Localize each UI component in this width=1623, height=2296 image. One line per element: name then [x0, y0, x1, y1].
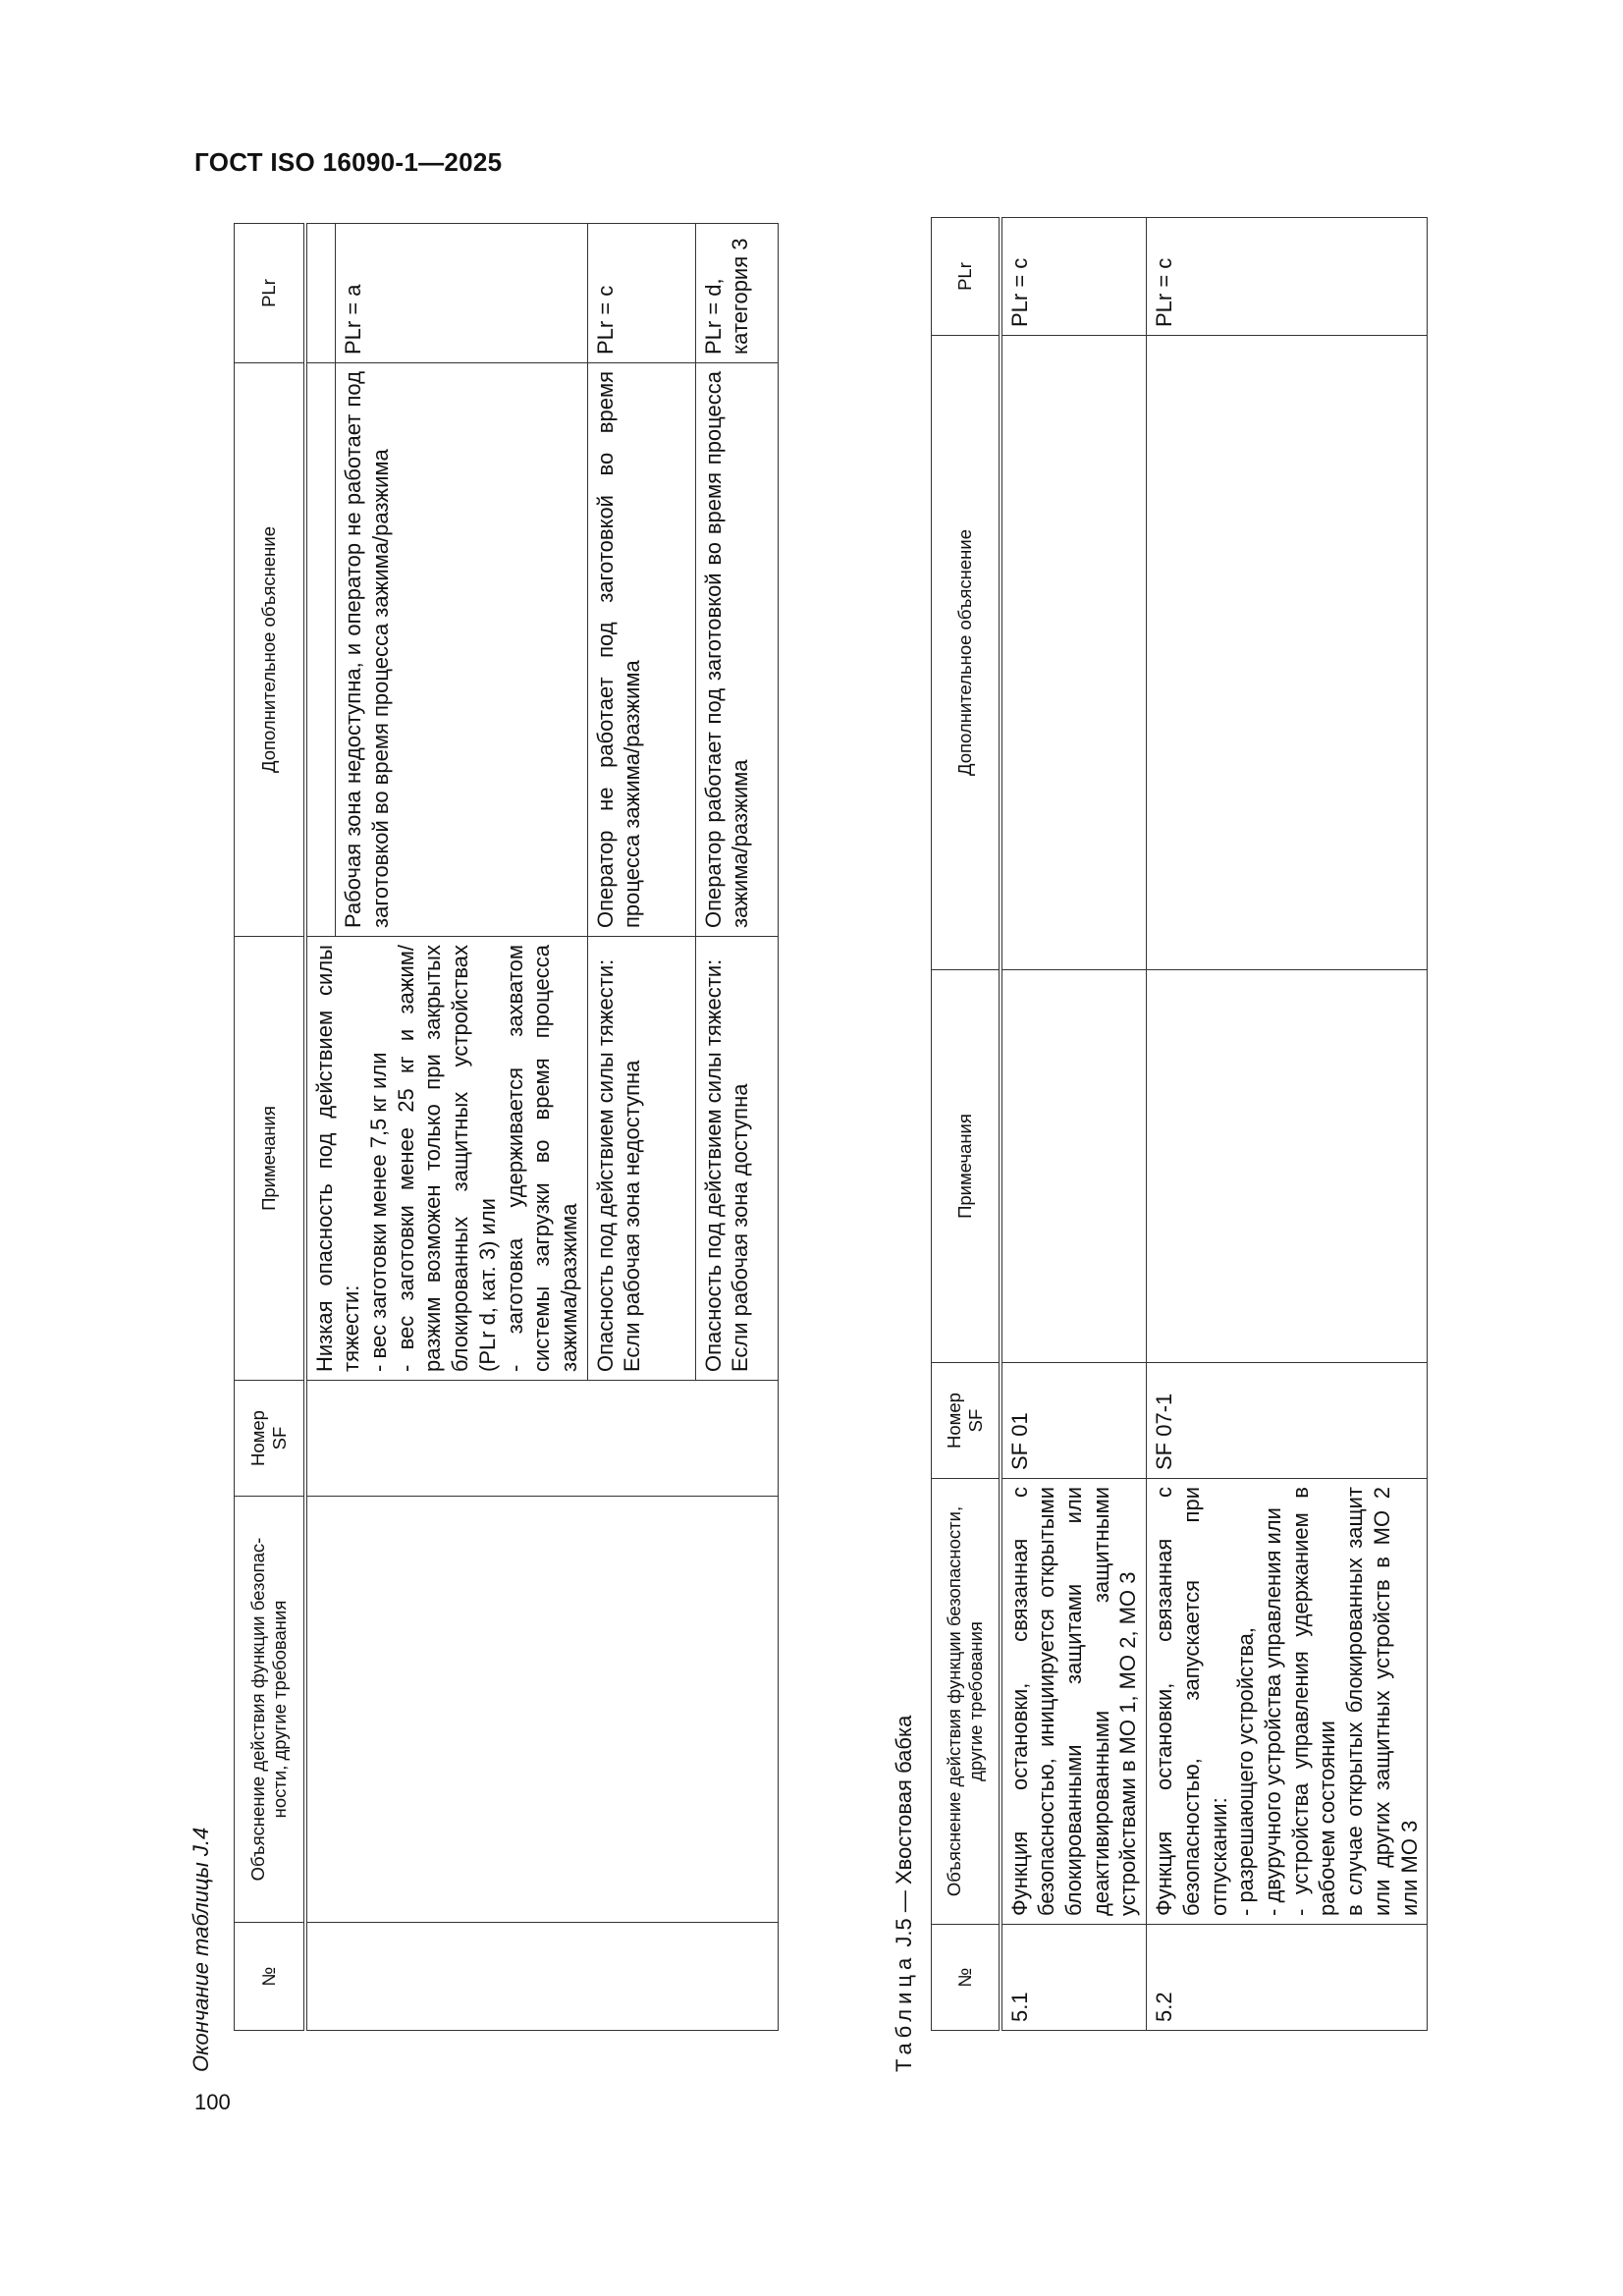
cell-additional: Оператор не работает под заготовкой во время процесса зажима/разжима: [587, 363, 695, 937]
cell-explanation: Функция остановки, связанная с безопасностью, запускается при отпускании: - разрешающего устройства, - двуручного устройства управления или - устройства управления удержанием в рабочем состоянии в случае открытых блокированных защит или других защитных устройств в МО 2 или МО 3: [1147, 1479, 1428, 1925]
table-j4-end: [234, 223, 779, 2031]
cell-additional: Рабочая зона недоступна, и оператор не работает под заготовкой во время процесса зажима/разжима: [336, 363, 587, 937]
cell-notes: Опасность под действием силы тяжести: Если рабочая зона доступна: [695, 937, 778, 1381]
col-header-plr: PLr: [235, 224, 305, 363]
cell-plr: PLr = c: [1147, 218, 1428, 336]
table-header-row: [235, 224, 305, 2031]
cell-explanation: [305, 1497, 779, 1923]
cell-no: [305, 1923, 779, 2031]
col-header-explanation: Объяснение действия функции безопас- ности, другие требования: [235, 1497, 305, 1923]
col-header-no: №: [932, 1925, 1001, 2031]
cell-no: 5.2: [1147, 1925, 1428, 2031]
cell-additional: [1001, 336, 1147, 970]
cell-plr: PLr = c: [587, 224, 695, 363]
col-header-notes: Примечания: [235, 937, 305, 1381]
col-header-no: №: [235, 1923, 305, 2031]
table-row: [1147, 218, 1428, 2031]
cell-plr: PLr = c: [1001, 218, 1147, 336]
cell-additional: [305, 363, 336, 937]
document-header: ГОСТ ISO 16090-1—2025: [194, 147, 503, 177]
table-row: [1001, 218, 1147, 2031]
page-number: 100: [194, 2090, 231, 2114]
cell-explanation: Функция остановки, связанная с безопасностью, инициируется открытыми блокированными защитами или деактивированными защитными устройствами в МО 1, МО 2, МО 3: [1001, 1479, 1147, 1925]
table-continuation-caption: Окончание таблицы J.4: [189, 1827, 213, 2072]
cell-plr: [305, 224, 336, 363]
cell-sf: SF 01: [1001, 1363, 1147, 1479]
table-caption-text: J.5 — Хвостовая бабка: [892, 1715, 916, 1947]
col-header-additional: Дополнительное объяснение: [932, 336, 1001, 970]
rotated-content: [189, 177, 1432, 2072]
cell-notes: [1147, 970, 1428, 1363]
col-header-explanation: Объяснение действия функции безопасности, другие требования: [932, 1479, 1001, 1925]
col-header-sf: Номер SF: [932, 1363, 1001, 1479]
cell-plr: PLr = d, категория 3: [695, 224, 778, 363]
cell-plr: PLr = a: [336, 224, 587, 363]
cell-notes: [1001, 970, 1147, 1363]
col-header-sf: Номер SF: [235, 1381, 305, 1497]
table-row: [305, 224, 336, 2031]
table-caption-label: Таблица: [892, 1952, 916, 2072]
col-header-notes: Примечания: [932, 970, 1001, 1363]
cell-notes: Низкая опасность под действием силы тяжести: - вес заготовки менее 7,5 кг или - вес заготовки менее 25 кг и зажим/разжим возможен только при закрытых блокированных защитных устройствах (PLr d, кат. 3) или - заготовка удерживается захватом системы загрузки во время процесса зажима/разжима: [305, 937, 588, 1381]
col-header-additional: Дополнительное объяснение: [235, 363, 305, 937]
cell-additional: Оператор работает под заготовкой во время процесса зажима/разжима: [695, 363, 778, 937]
cell-no: 5.1: [1001, 1925, 1147, 2031]
cell-additional: [1147, 336, 1428, 970]
table-header-row: [932, 218, 1001, 2031]
col-header-plr: PLr: [932, 218, 1001, 336]
cell-sf: SF 07-1: [1147, 1363, 1428, 1479]
table-j5: [931, 217, 1428, 2031]
cell-sf: [305, 1381, 779, 1497]
cell-notes: Опасность под действием силы тяжести: Если рабочая зона недоступна: [587, 937, 695, 1381]
table-caption: [892, 1716, 917, 2072]
